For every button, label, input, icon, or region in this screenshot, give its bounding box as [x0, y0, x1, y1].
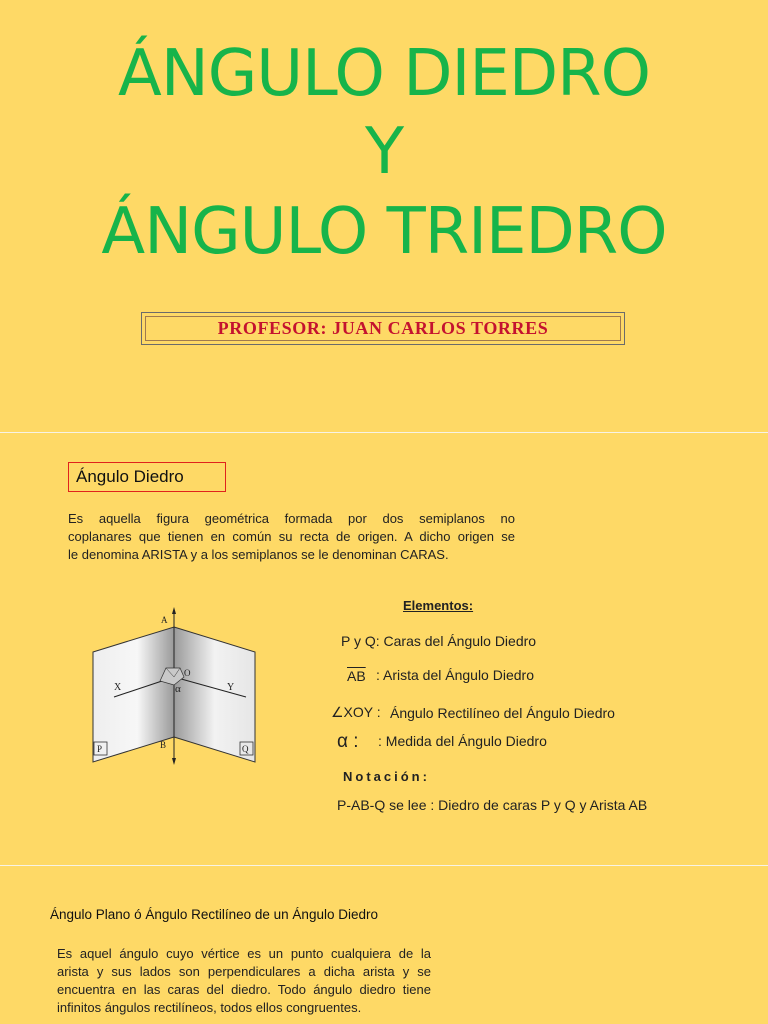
label-q: Q	[242, 744, 249, 754]
definition-paragraph	[68, 510, 515, 564]
elemento-angulo-rectilineo: Ángulo Rectilíneo del Ángulo Diedro	[390, 705, 615, 721]
edge-arrow-top	[172, 607, 176, 614]
title-line-2: Y	[364, 115, 404, 189]
paragraph-line: encuentra en las caras del diedro. Todo ángulo diedro tiene	[57, 982, 431, 997]
definition-line: coplanares que tienen en común su recta de origen. A dicho origen se	[68, 529, 515, 544]
paragraph-line: Es aquel ángulo cuyo vértice es un punto cualquiera de la	[57, 946, 431, 961]
section-heading-angulo-diedro: Ángulo Diedro	[68, 462, 226, 492]
elementos-title: Elementos:	[403, 598, 474, 613]
label-p: P	[97, 744, 103, 754]
elemento-arista: : Arista del Ángulo Diedro	[376, 667, 534, 683]
notacion-title: Notación:	[343, 769, 430, 784]
title-line-1: ÁNGULO DIEDRO	[118, 37, 650, 111]
elemento-caras: P y Q: Caras del Ángulo Diedro	[341, 633, 537, 649]
paragraph-line: arista y sus lados son perpendiculares a dicha arista y se	[57, 964, 431, 979]
label-x: X	[114, 682, 122, 693]
section-heading-angulo-plano: Ángulo Plano ó Ángulo Rectilíneo de un Ángulo Diedro	[50, 907, 378, 922]
label-y: Y	[227, 682, 235, 693]
arista-symbol: $\overline{AB}$	[347, 668, 366, 684]
angulo-plano-paragraph	[57, 945, 431, 1017]
paragraph-line: infinitos ángulos rectilíneos, todos ellos congruentes.	[57, 1000, 362, 1015]
label-b: B	[160, 740, 167, 750]
dihedral-angle-figure	[80, 605, 270, 770]
label-o: O	[184, 668, 191, 678]
edge-arrow-bottom	[172, 758, 176, 765]
alpha-symbol: α :	[337, 731, 359, 752]
professor-label: PROFESOR: JUAN CARLOS TORRES	[217, 318, 549, 338]
elemento-medida: : Medida del Ángulo Diedro	[378, 733, 547, 749]
professor-box	[141, 312, 625, 345]
definition-line: le denomina ARISTA y a los semiplanos se le denominan CARAS.	[68, 547, 449, 562]
title-line-3: ÁNGULO TRIEDRO	[101, 195, 667, 269]
label-alpha: α	[175, 683, 181, 695]
notacion-text: P-AB-Q se lee : Diedro de caras P y Q y Arista AB	[337, 797, 648, 813]
angle-xoy-symbol: ∠XOY :	[331, 704, 381, 720]
title-slide	[0, 0, 768, 432]
label-a: A	[161, 615, 168, 625]
definition-line: Es aquella figura geométrica formada por dos semiplanos no	[68, 511, 515, 526]
